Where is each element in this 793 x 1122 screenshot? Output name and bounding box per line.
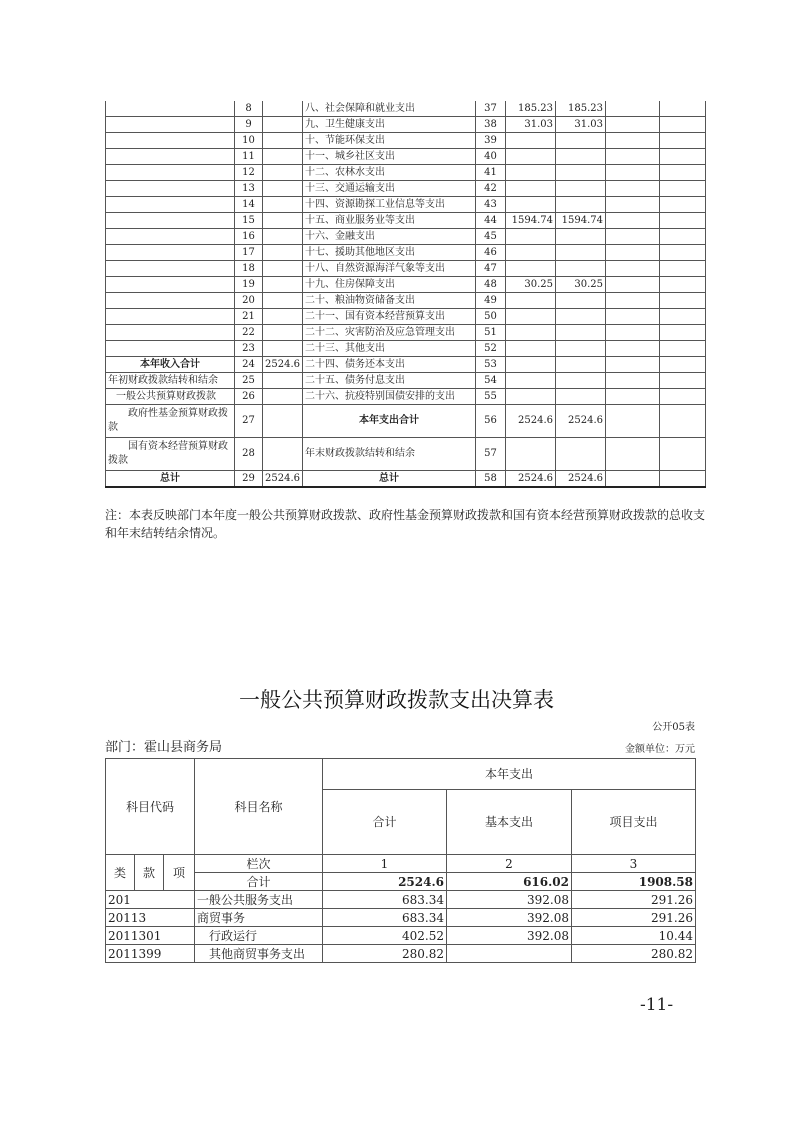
fiscal-summary-table (105, 101, 706, 488)
income-item-label (106, 181, 235, 197)
expense-total (506, 373, 556, 389)
expense-fund-budget (606, 149, 660, 165)
expense-total: 30.25 (506, 277, 556, 293)
expense-general-budget (556, 438, 606, 471)
expense-capital-budget (660, 213, 706, 229)
total-label: 合计 (195, 873, 323, 891)
total-basic: 616.02 (447, 873, 572, 891)
table-row (106, 213, 706, 229)
expense-item-label: 十三、交通运输支出 (303, 181, 476, 197)
expense-total (506, 293, 556, 309)
table-row (106, 149, 706, 165)
subject-code: 2011301 (106, 927, 195, 945)
income-line-number: 26 (235, 389, 263, 405)
expense-capital-budget (660, 277, 706, 293)
expense-fund-budget (606, 293, 660, 309)
expense-line-number: 52 (476, 341, 506, 357)
total-project: 1908.58 (572, 873, 696, 891)
expense-total: 185.23 (506, 101, 556, 117)
expense-fund-budget (606, 438, 660, 471)
table-row (106, 891, 696, 909)
expense-fund-budget (606, 245, 660, 261)
income-line-number: 12 (235, 165, 263, 181)
income-line-number: 9 (235, 117, 263, 133)
expense-capital-budget (660, 117, 706, 133)
subject-name: 商贸事务 (195, 909, 323, 927)
table-row (106, 909, 696, 927)
expense-line-number: 42 (476, 181, 506, 197)
expense-general-budget (556, 325, 606, 341)
expense-total: 31.03 (506, 117, 556, 133)
expense-item-label: 十二、农林水支出 (303, 165, 476, 181)
income-line-number: 24 (235, 357, 263, 373)
table-note: 注：本表反映部门本年度一般公共预算财政拨款、政府性基金预算财政拨款和国有资本经营预算财政拨款的总收支和年末结转结余情况。 (105, 508, 706, 540)
expense-item-label: 二十六、抗疫特别国债安排的支出 (303, 389, 476, 405)
expense-fund-budget (606, 117, 660, 133)
header-kuan: 款 (135, 855, 164, 891)
income-amount (263, 373, 303, 389)
income-amount (263, 149, 303, 165)
subject-code: 20113 (106, 909, 195, 927)
table-row (106, 229, 706, 245)
table-row (106, 389, 706, 405)
expense-item-label: 二十五、债务付息支出 (303, 373, 476, 389)
expense-general-budget (556, 309, 606, 325)
expense-fund-budget (606, 261, 660, 277)
amount-project: 291.26 (572, 909, 696, 927)
expense-total (506, 197, 556, 213)
expense-capital-budget (660, 261, 706, 277)
expense-capital-budget (660, 325, 706, 341)
expense-fund-budget (606, 181, 660, 197)
expense-capital-budget (660, 309, 706, 325)
expense-general-budget (556, 293, 606, 309)
expense-item-label: 十六、金融支出 (303, 229, 476, 245)
income-item-label: 政府性基金预算财政拨款 (106, 405, 235, 438)
income-amount (263, 325, 303, 341)
expense-capital-budget (660, 341, 706, 357)
expense-general-budget (556, 229, 606, 245)
expense-line-number: 41 (476, 165, 506, 181)
expense-line-number: 56 (476, 405, 506, 438)
table-row (106, 471, 706, 488)
expense-capital-budget (660, 373, 706, 389)
header-code: 科目代码 (106, 759, 195, 855)
income-amount (263, 277, 303, 293)
expense-item-label: 二十、粮油物资储备支出 (303, 293, 476, 309)
expense-item-label: 本年支出合计 (303, 405, 476, 438)
table-row (106, 245, 706, 261)
income-item-label (106, 261, 235, 277)
amount-total: 402.52 (323, 927, 447, 945)
income-line-number: 19 (235, 277, 263, 293)
expense-item-label: 十八、自然资源海洋气象等支出 (303, 261, 476, 277)
expense-general-budget (556, 245, 606, 261)
table-title: 一般公共预算财政拨款支出决算表 (239, 688, 554, 712)
expense-line-number: 48 (476, 277, 506, 293)
expense-item-label: 二十二、灾害防治及应急管理支出 (303, 325, 476, 341)
income-item-label (106, 309, 235, 325)
expense-item-label: 二十三、其他支出 (303, 341, 476, 357)
income-line-number: 22 (235, 325, 263, 341)
expense-fund-budget (606, 165, 660, 181)
income-item-label (106, 101, 235, 117)
income-amount (263, 389, 303, 405)
expense-line-number: 58 (476, 471, 506, 488)
department-label: 部门：霍山县商务局 (105, 740, 223, 755)
income-amount (263, 197, 303, 213)
income-line-number: 18 (235, 261, 263, 277)
expense-capital-budget (660, 181, 706, 197)
expense-total (506, 357, 556, 373)
expense-item-label: 九、卫生健康支出 (303, 117, 476, 133)
expenditure-table (105, 758, 696, 963)
table-row (106, 325, 706, 341)
table-row (106, 101, 706, 117)
income-line-number: 11 (235, 149, 263, 165)
income-line-number: 14 (235, 197, 263, 213)
expense-line-number: 53 (476, 357, 506, 373)
expense-fund-budget (606, 471, 660, 488)
expense-general-budget (556, 133, 606, 149)
income-item-label (106, 149, 235, 165)
income-item-label (106, 117, 235, 133)
expense-total (506, 229, 556, 245)
table-row (106, 927, 696, 945)
income-item-label: 总计 (106, 471, 235, 488)
income-line-number: 29 (235, 471, 263, 488)
header-xiang: 项 (164, 855, 195, 891)
income-amount (263, 245, 303, 261)
expense-total (506, 133, 556, 149)
expense-total (506, 261, 556, 277)
expense-capital-budget (660, 197, 706, 213)
subject-name: 其他商贸事务支出 (195, 945, 323, 963)
income-amount (263, 133, 303, 149)
income-item-label (106, 133, 235, 149)
expense-capital-budget (660, 471, 706, 488)
income-line-number: 16 (235, 229, 263, 245)
table-row (106, 341, 706, 357)
expense-total (506, 438, 556, 471)
expense-fund-budget (606, 325, 660, 341)
expense-total (506, 149, 556, 165)
expense-item-label: 总计 (303, 471, 476, 488)
income-amount (263, 101, 303, 117)
expense-capital-budget (660, 405, 706, 438)
amount-project: 280.82 (572, 945, 696, 963)
amount-total: 683.34 (323, 909, 447, 927)
income-amount (263, 341, 303, 357)
expense-general-budget: 2524.6 (556, 405, 606, 438)
expense-item-label: 十七、援助其他地区支出 (303, 245, 476, 261)
table-row (106, 197, 706, 213)
total-amount: 2524.6 (323, 873, 447, 891)
expense-capital-budget (660, 293, 706, 309)
expense-total: 2524.6 (506, 471, 556, 488)
expense-fund-budget (606, 341, 660, 357)
expense-total (506, 309, 556, 325)
expense-item-label: 八、社会保障和就业支出 (303, 101, 476, 117)
expense-fund-budget (606, 405, 660, 438)
income-line-number: 25 (235, 373, 263, 389)
table-row (106, 405, 706, 438)
expense-capital-budget (660, 149, 706, 165)
income-line-number: 8 (235, 101, 263, 117)
expense-capital-budget (660, 389, 706, 405)
expense-general-budget (556, 357, 606, 373)
income-item-label (106, 341, 235, 357)
income-item-label: 国有资本经营预算财政拨款 (106, 438, 235, 471)
subject-name: 一般公共服务支出 (195, 891, 323, 909)
expense-line-number: 49 (476, 293, 506, 309)
expense-line-number: 44 (476, 213, 506, 229)
unit-label: 金额单位：万元 (625, 744, 695, 755)
income-line-number: 10 (235, 133, 263, 149)
income-amount (263, 165, 303, 181)
expense-fund-budget (606, 101, 660, 117)
amount-project: 10.44 (572, 927, 696, 945)
expense-line-number: 47 (476, 261, 506, 277)
expense-fund-budget (606, 309, 660, 325)
column-number-row (106, 855, 696, 873)
income-line-number: 17 (235, 245, 263, 261)
header-group: 本年支出 (323, 759, 696, 790)
income-item-label (106, 245, 235, 261)
table-row (106, 181, 706, 197)
expense-total (506, 389, 556, 405)
expense-item-label: 十、节能环保支出 (303, 133, 476, 149)
income-line-number: 23 (235, 341, 263, 357)
income-item-label (106, 325, 235, 341)
income-amount (263, 309, 303, 325)
amount-total: 280.82 (323, 945, 447, 963)
income-item-label: 本年收入合计 (106, 357, 235, 373)
subject-name: 行政运行 (195, 927, 323, 945)
expense-fund-budget (606, 389, 660, 405)
income-line-number: 15 (235, 213, 263, 229)
expense-capital-budget (660, 229, 706, 245)
income-item-label: 一般公共预算财政拨款 (106, 389, 235, 405)
expense-item-label: 十九、住房保障支出 (303, 277, 476, 293)
expense-general-budget (556, 197, 606, 213)
income-line-number: 21 (235, 309, 263, 325)
header-lei: 类 (106, 855, 135, 891)
expense-line-number: 37 (476, 101, 506, 117)
amount-basic: 392.08 (447, 927, 572, 945)
total-row (106, 873, 696, 891)
expense-general-budget (556, 373, 606, 389)
expense-fund-budget (606, 213, 660, 229)
expense-fund-budget (606, 357, 660, 373)
income-item-label (106, 293, 235, 309)
expense-capital-budget (660, 438, 706, 471)
table-row (106, 277, 706, 293)
expense-total: 2524.6 (506, 405, 556, 438)
income-amount (263, 181, 303, 197)
table-row (106, 117, 706, 133)
expense-line-number: 39 (476, 133, 506, 149)
income-item-label: 年初财政拨款结转和结余 (106, 373, 235, 389)
table-row (106, 165, 706, 181)
header-row (106, 759, 696, 790)
expense-capital-budget (660, 245, 706, 261)
expense-item-label: 年末财政拨款结转和结余 (303, 438, 476, 471)
page-number: -11- (640, 995, 674, 1015)
table-row (106, 357, 706, 373)
expense-item-label: 十四、资源勘探工业信息等支出 (303, 197, 476, 213)
header-total: 合计 (323, 790, 447, 855)
table-row (106, 309, 706, 325)
expense-fund-budget (606, 373, 660, 389)
column-1: 1 (323, 855, 447, 873)
expense-capital-budget (660, 101, 706, 117)
income-item-label (106, 197, 235, 213)
header-project: 项目支出 (572, 790, 696, 855)
expense-capital-budget (660, 357, 706, 373)
expense-line-number: 46 (476, 245, 506, 261)
income-line-number: 13 (235, 181, 263, 197)
header-basic: 基本支出 (447, 790, 572, 855)
amount-basic (447, 945, 572, 963)
expense-line-number: 43 (476, 197, 506, 213)
expense-general-budget (556, 181, 606, 197)
expense-item-label: 二十四、债务还本支出 (303, 357, 476, 373)
expense-general-budget: 1594.74 (556, 213, 606, 229)
income-line-number: 20 (235, 293, 263, 309)
table-row (106, 293, 706, 309)
expense-total (506, 165, 556, 181)
amount-basic: 392.08 (447, 909, 572, 927)
amount-total: 683.34 (323, 891, 447, 909)
income-item-label (106, 277, 235, 293)
expense-general-budget: 185.23 (556, 101, 606, 117)
table-number: 公开05表 (652, 722, 695, 733)
expense-line-number: 40 (476, 149, 506, 165)
table-row (106, 373, 706, 389)
table-row (106, 261, 706, 277)
income-amount: 2524.6 (263, 471, 303, 488)
income-amount (263, 117, 303, 133)
income-amount (263, 213, 303, 229)
expense-fund-budget (606, 229, 660, 245)
expense-general-budget (556, 261, 606, 277)
expense-line-number: 55 (476, 389, 506, 405)
expense-total (506, 325, 556, 341)
amount-project: 291.26 (572, 891, 696, 909)
expense-item-label: 十一、城乡社区支出 (303, 149, 476, 165)
expense-total (506, 245, 556, 261)
income-amount (263, 229, 303, 245)
income-amount (263, 293, 303, 309)
table-row (106, 133, 706, 149)
expense-fund-budget (606, 277, 660, 293)
expense-general-budget (556, 165, 606, 181)
expense-total (506, 181, 556, 197)
expense-total (506, 341, 556, 357)
expense-general-budget (556, 389, 606, 405)
expense-general-budget: 30.25 (556, 277, 606, 293)
header-name: 科目名称 (195, 759, 323, 855)
income-line-number: 28 (235, 438, 263, 471)
income-line-number: 27 (235, 405, 263, 438)
subject-code: 2011399 (106, 945, 195, 963)
expense-total: 1594.74 (506, 213, 556, 229)
expense-capital-budget (660, 133, 706, 149)
income-item-label (106, 165, 235, 181)
expense-item-label: 十五、商业服务业等支出 (303, 213, 476, 229)
income-amount (263, 405, 303, 438)
expense-fund-budget (606, 197, 660, 213)
table-row (106, 438, 706, 471)
expense-general-budget: 2524.6 (556, 471, 606, 488)
column-label: 栏次 (195, 855, 323, 873)
expense-line-number: 51 (476, 325, 506, 341)
expense-line-number: 38 (476, 117, 506, 133)
expense-general-budget (556, 149, 606, 165)
expense-fund-budget (606, 133, 660, 149)
income-amount (263, 261, 303, 277)
amount-basic: 392.08 (447, 891, 572, 909)
expense-item-label: 二十一、国有资本经营预算支出 (303, 309, 476, 325)
income-item-label (106, 213, 235, 229)
expense-line-number: 57 (476, 438, 506, 471)
table-row (106, 945, 696, 963)
expense-general-budget (556, 341, 606, 357)
expense-line-number: 54 (476, 373, 506, 389)
subject-code: 201 (106, 891, 195, 909)
income-amount (263, 438, 303, 471)
expense-line-number: 50 (476, 309, 506, 325)
column-3: 3 (572, 855, 696, 873)
expense-general-budget: 31.03 (556, 117, 606, 133)
expense-capital-budget (660, 165, 706, 181)
income-amount: 2524.6 (263, 357, 303, 373)
expense-line-number: 45 (476, 229, 506, 245)
column-2: 2 (447, 855, 572, 873)
income-item-label (106, 229, 235, 245)
